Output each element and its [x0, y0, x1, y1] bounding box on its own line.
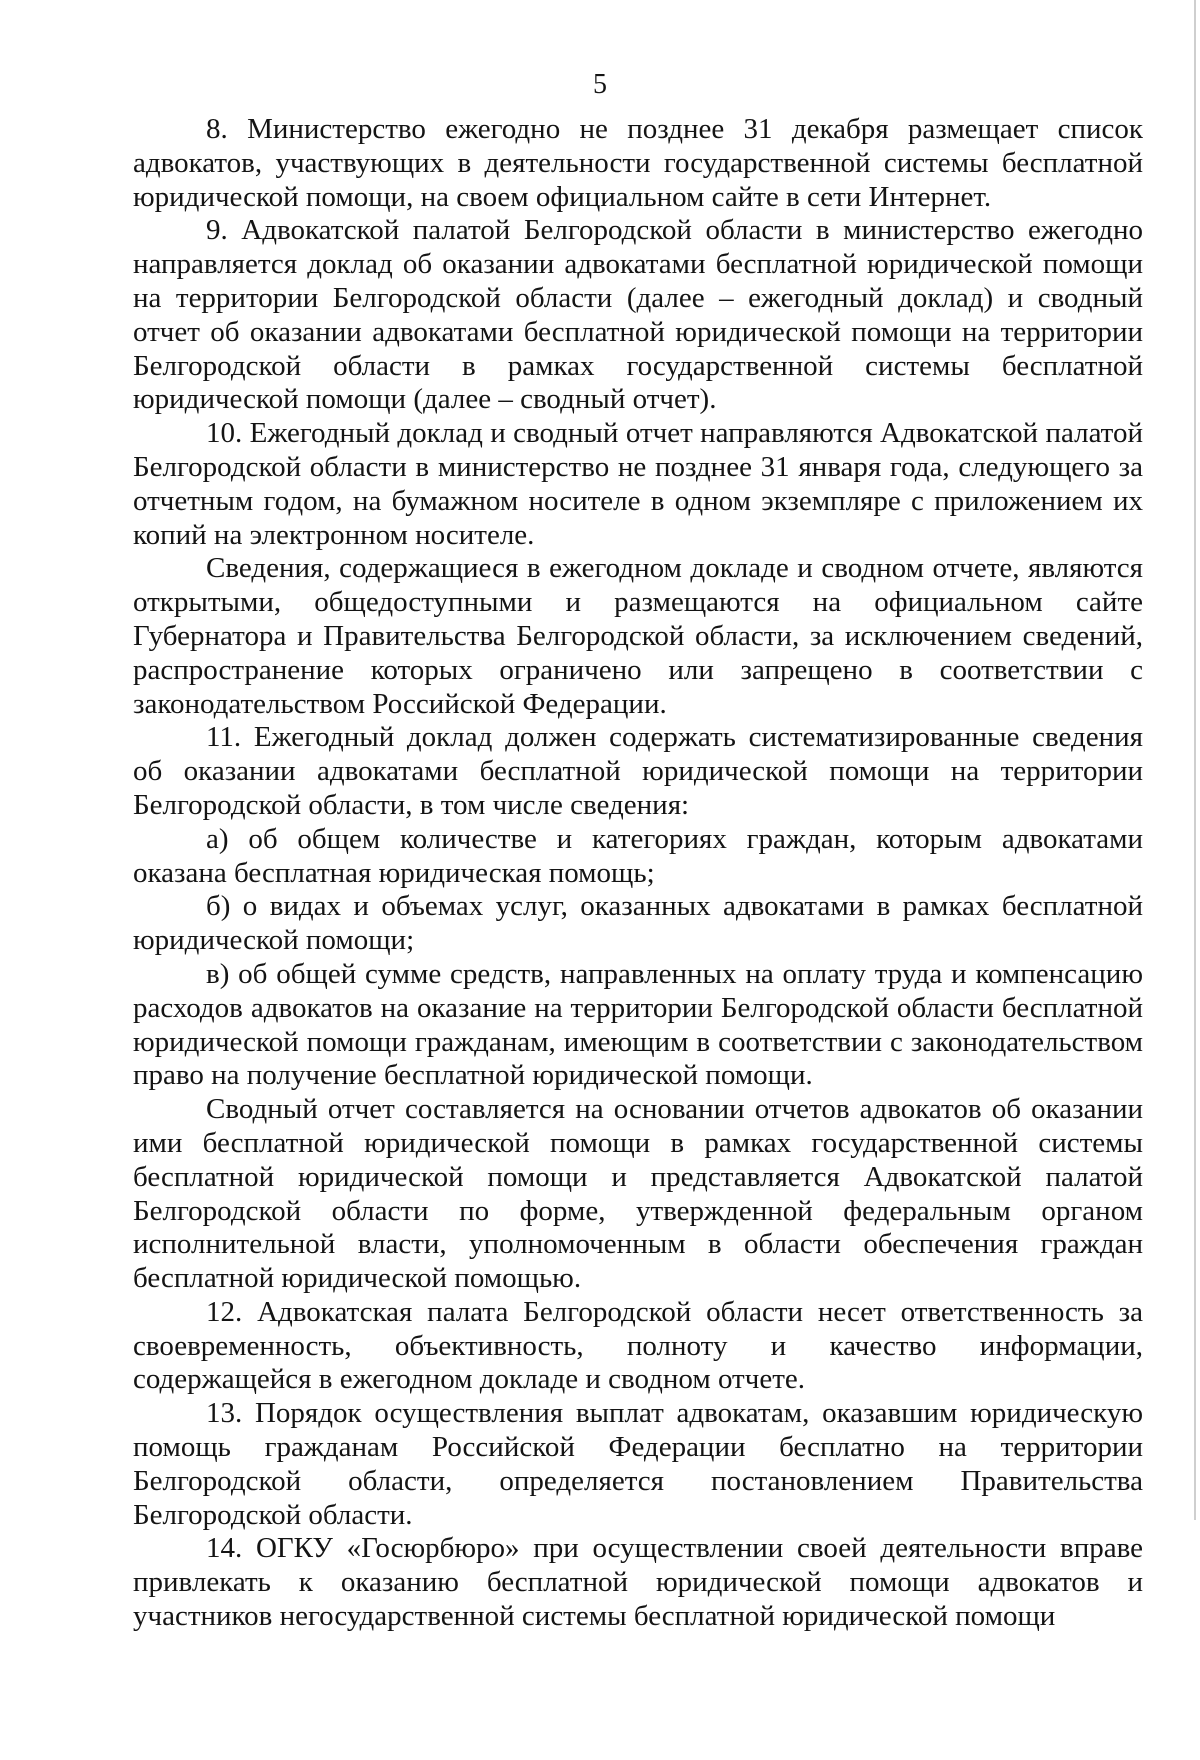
page-number: 5: [593, 69, 607, 100]
paragraph-9: 9. Адвокатской палатой Белгородской области в министерство ежегодно направляется доклад об оказании адвокатами бесплатной юридической помощи на территории Белгородской области (далее – ежегодный доклад) и сводный отчет об оказании адвокатами бесплатной юридической помощи на территории Белгородской области в рамках государственной системы бесплатной юридической помощи (далее – сводный отчет).: [133, 214, 1143, 416]
paragraph-12: 12. Адвокатская палата Белгородской области несет ответственность за своевременность, объективность, полноту и качество информации, содержащейся в ежегодном докладе и сводном отчете.: [133, 1295, 1143, 1396]
paragraph-10: 10. Ежегодный доклад и сводный отчет направляются Адвокатской палатой Белгородской области в министерство не позднее 31 января года, следующего за отчетным годом, на бумажном носителе в одном экземпляре с приложением их копий на электронном носителе.: [133, 417, 1143, 551]
paragraph-11-summary: Сводный отчет составляется на основании отчетов адвокатов об оказании ими бесплатной юридической помощи в рамках государственной системы бесплатной юридической помощи и представляется Адвокатской палатой Белгородской области по форме, утвержденной федеральным органом исполнительной власти, уполномоченным в области обеспечения граждан бесплатной юридической помощью.: [133, 1093, 1143, 1295]
scan-edge-line: [1194, 0, 1196, 1520]
paragraph-11: 11. Ежегодный доклад должен содержать систематизированные сведения об оказании адвокатами бесплатной юридической помощи на территории Белгородской области, в том числе сведения:: [133, 721, 1143, 821]
paragraph-11-b: б) о видах и объемах услуг, оказанных адвокатами в рамках бесплатной юридической помощи;: [133, 890, 1143, 957]
paragraph-11-a: а) об общем количестве и категориях граждан, которым адвокатами оказана бесплатная юридическая помощь;: [133, 822, 1143, 889]
paragraph-10-info: Сведения, содержащиеся в ежегодном докладе и сводном отчете, являются открытыми, общедоступными и размещаются на официальном сайте Губернатора и Правительства Белгородской области, за исключением сведений, распространение которых ограничено или запрещено в соответствии с законодательством Российской Федерации.: [133, 552, 1143, 720]
paragraph-8: 8. Министерство ежегодно не позднее 31 декабря размещает список адвокатов, участвующих в деятельности государственной системы бесплатной юридической помощи, на своем официальном сайте в сети Интернет.: [133, 113, 1143, 213]
paragraph-11-v: в) об общей сумме средств, направленных на оплату труда и компенсацию расходов адвокатов на оказание на территории Белгородской области бесплатной юридической помощи гражданам, имеющим в соответствии с законодательством право на получение бесплатной юридической помощи.: [133, 957, 1143, 1092]
document-body: [133, 113, 1143, 1634]
paragraph-14: 14. ОГКУ «Госюрбюро» при осуществлении своей деятельности вправе привлекать к оказанию бесплатной юридической помощи адвокатов и участников негосударственной системы бесплатной юридической помощи: [133, 1532, 1143, 1633]
paragraph-13: 13. Порядок осуществления выплат адвокатам, оказавшим юридическую помощь гражданам Российской Федерации бесплатно на территории Белгородской области, определяется постановлением Правительства Белгородской области.: [133, 1397, 1143, 1531]
